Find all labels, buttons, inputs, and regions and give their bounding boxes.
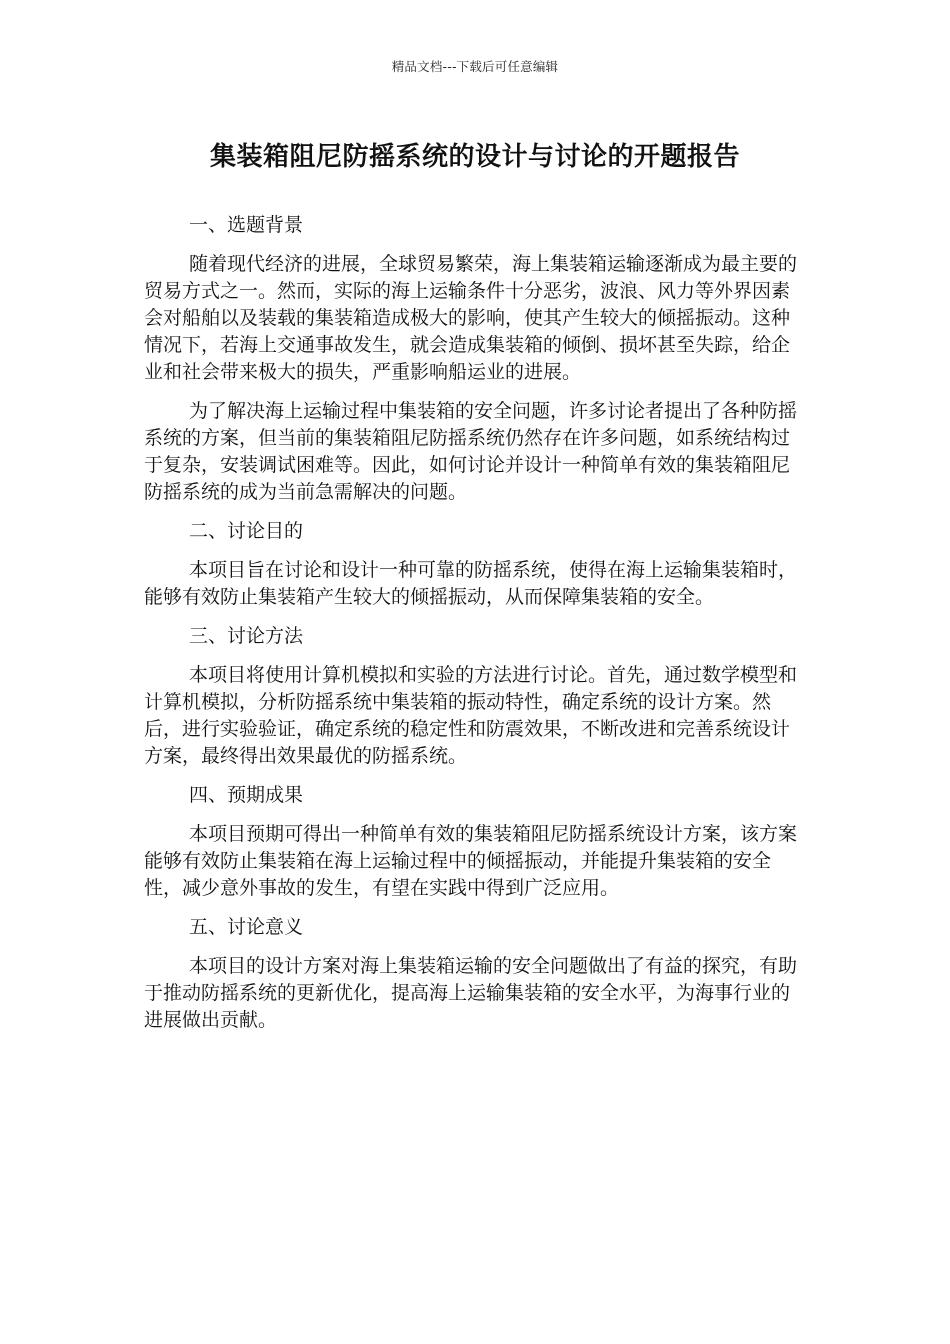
document-title: 集装箱阻尼防摇系统的设计与讨论的开题报告 xyxy=(209,142,740,172)
page-header: 精品文档---下载后可任意编辑 xyxy=(391,59,559,74)
section-heading: 四、预期成果 xyxy=(189,784,304,806)
section-purpose xyxy=(144,518,804,611)
section-expected-results xyxy=(144,782,804,902)
paragraph: 本项目预期可得出一种简单有效的集装箱阻尼防摇系统设计方案，该方案能够有效防止集装箱在海上运输过程中的倾摇振动，并能提升集装箱的安全性，减少意外事故的发生，有望在实践中得到广泛应用。 xyxy=(144,823,798,899)
section-heading: 一、选题背景 xyxy=(189,214,304,236)
paragraph: 为了解决海上运输过程中集装箱的安全问题，许多讨论者提出了各种防摇系统的方案，但当前的集装箱阻尼防摇系统仍然存在许多问题，如系统结构过于复杂，安装调试困难等。因此，如何讨论并设计一种简单有效的集装箱阻尼防摇系统的成为当前急需解决的问题。 xyxy=(144,400,798,503)
paragraph: 本项目旨在讨论和设计一种可靠的防摇系统，使得在海上运输集装箱时，能够有效防止集装箱产生较大的倾摇振动，从而保障集装箱的安全。 xyxy=(144,559,798,608)
paragraph: 本项目将使用计算机模拟和实验的方法进行讨论。首先，通过数学模型和计算机模拟，分析防摇系统中集装箱的振动特性，确定系统的设计方案。然后，进行实验验证，确定系统的稳定性和防震效果，不断改进和完善系统设计方案，最终得出效果最优的防摇系统。 xyxy=(144,664,798,767)
section-method xyxy=(144,623,804,770)
paragraph: 本项目的设计方案对海上集装箱运输的安全问题做出了有益的探究，有助于推动防摇系统的更新优化，提高海上运输集装箱的安全水平，为海事行业的进展做出贡献。 xyxy=(144,955,798,1031)
section-significance xyxy=(144,914,804,1034)
section-heading: 三、讨论方法 xyxy=(189,625,304,647)
section-background xyxy=(144,212,804,506)
document-body xyxy=(144,212,804,1046)
section-heading: 二、讨论目的 xyxy=(189,520,304,542)
paragraph: 随着现代经济的进展，全球贸易繁荣，海上集装箱运输逐渐成为最主要的贸易方式之一。然而，实际的海上运输条件十分恶劣，波浪、风力等外界因素会对船舶以及装载的集装箱造成极大的影响，使其产生较大的倾摇振动。这种情况下，若海上交通事故发生，就会造成集装箱的倾倒、损坏甚至失踪，给企业和社会带来极大的损失，严重影响船运业的进展。 xyxy=(144,253,798,383)
section-heading: 五、讨论意义 xyxy=(189,916,304,938)
